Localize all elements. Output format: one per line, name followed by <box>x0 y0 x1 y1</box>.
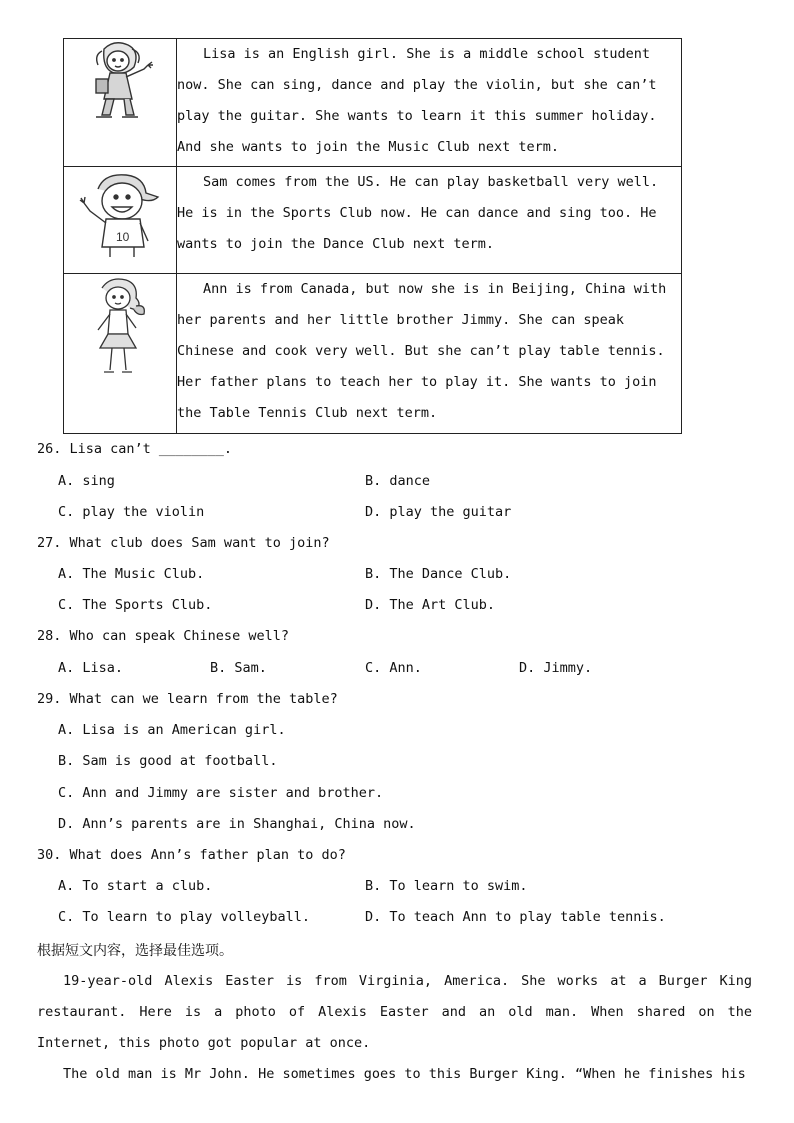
option[interactable]: D. Ann’s parents are in Shanghai, China now. <box>58 816 416 832</box>
option[interactable]: B. The Dance Club. <box>365 566 512 582</box>
section-instruction: 根据短文内容，选择最佳选项。 <box>37 943 233 959</box>
picture-cell <box>64 39 177 167</box>
picture-cell <box>64 167 177 274</box>
option[interactable]: C. Ann and Jimmy are sister and brother. <box>58 785 384 801</box>
option[interactable]: B. To learn to swim. <box>365 878 528 894</box>
option[interactable]: B. Sam. <box>210 660 267 676</box>
passage-paragraph: The old man is Mr John. He sometimes goes to this Burger King. “When he finishes his <box>63 1066 746 1082</box>
option[interactable]: A. To start a club. <box>58 878 213 894</box>
option[interactable]: B. Sam is good at football. <box>58 753 278 769</box>
option[interactable]: D. To teach Ann to play table tennis. <box>365 909 666 925</box>
option[interactable]: C. play the violin <box>58 504 205 520</box>
boy-cap-icon <box>74 167 166 259</box>
option[interactable]: A. Lisa. <box>58 660 124 676</box>
option[interactable]: A. The Music Club. <box>58 566 205 582</box>
sam-description: Sam comes from the US. He can play basketball very well. He is in the Sports Club now. He can dance and sing too. He wants to join the Dance Club next term. <box>177 174 659 252</box>
girl-reading-icon <box>74 39 166 123</box>
option[interactable]: B. dance <box>365 473 431 489</box>
text-cell <box>177 167 682 274</box>
table-row <box>64 167 682 274</box>
question-27: 27. What club does Sam want to join? <box>37 535 330 551</box>
question-28: 28. Who can speak Chinese well? <box>37 628 289 644</box>
table-row <box>64 39 682 167</box>
ann-description: Ann is from Canada, but now she is in Beijing, China with her parents and her little brother Jimmy. She can speak Chinese and cook very well. But she can’t play table tennis. Her father plans to teach her to play it. She wants to join the Table Tennis Club next term. <box>177 281 667 421</box>
option[interactable]: A. Lisa is an American girl. <box>58 722 286 738</box>
option[interactable]: A. sing <box>58 473 115 489</box>
option[interactable]: C. Ann. <box>365 660 422 676</box>
option[interactable]: D. The Art Club. <box>365 597 496 613</box>
table-row <box>64 274 682 434</box>
info-table <box>63 38 682 434</box>
option[interactable]: C. To learn to play volleyball. <box>58 909 310 925</box>
question-29: 29. What can we learn from the table? <box>37 691 338 707</box>
option[interactable]: C. The Sports Club. <box>58 597 213 613</box>
text-cell <box>177 274 682 434</box>
text-cell <box>177 39 682 167</box>
option[interactable]: D. Jimmy. <box>519 660 593 676</box>
passage-paragraph: 19-year-old Alexis Easter is from Virginia, America. She works at a Burger King restaurant. Here is a photo of Alexis Easter and an old man. When shared on the Internet, this photo got popular at once. <box>37 973 752 1051</box>
question-26: 26. Lisa can’t ________. <box>37 441 233 457</box>
lisa-description: Lisa is an English girl. She is a middle school student now. She can sing, dance and play the violin, but she can’t play the guitar. She wants to learn it this summer holiday. And she wants to join the Music Club next term. <box>177 46 657 155</box>
option[interactable]: D. play the guitar <box>365 504 512 520</box>
picture-cell <box>64 274 177 434</box>
girl-standing-icon <box>80 274 160 384</box>
svg-text:10: 10 <box>116 230 130 244</box>
question-30: 30. What does Ann’s father plan to do? <box>37 847 346 863</box>
